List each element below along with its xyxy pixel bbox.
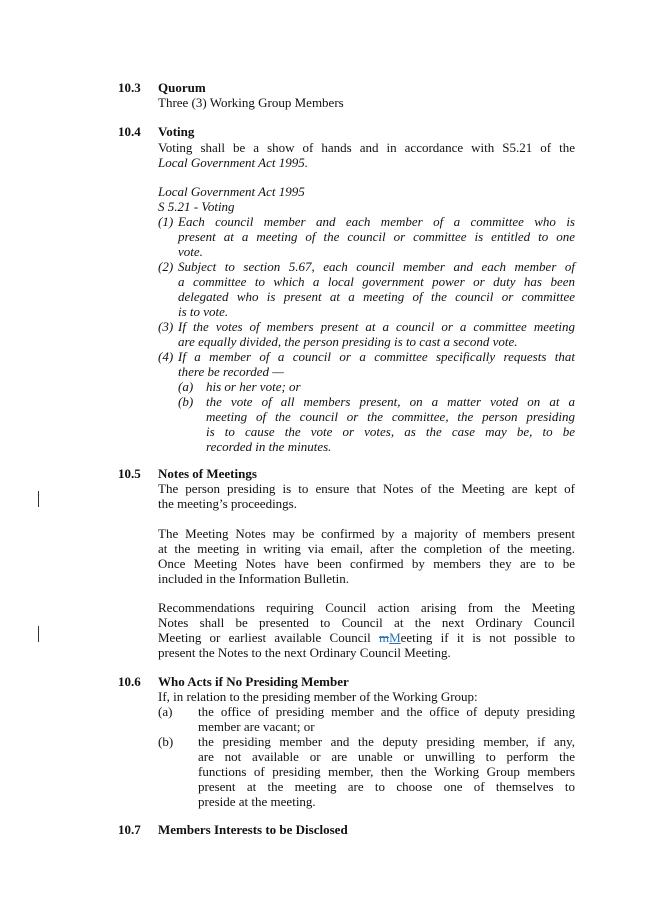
clause-line: Subject to section 5.67, each council member and each member of: [178, 259, 575, 274]
notes-para3-line: Recommendations requiring Council action arising from the Meeting: [158, 600, 575, 615]
section-title: Quorum: [158, 80, 206, 95]
quorum-text: Three (3) Working Group Members: [158, 95, 344, 110]
item-line: functions of presiding member, then the Working Group members: [198, 764, 575, 779]
tracked-deletion: m: [378, 630, 390, 645]
notes-para3-line: [158, 630, 575, 645]
voting-text-line: Local Government Act 1995.: [158, 155, 308, 170]
item-line: the office of presiding member and the office of deputy presiding: [198, 704, 575, 719]
subclause-line: is to cause the vote or votes, as the case may be, to be: [206, 424, 575, 439]
notes-para1-line: the meeting’s proceedings.: [158, 496, 297, 511]
notes-para2-line: included in the Information Bulletin.: [158, 571, 349, 586]
voting-text-line: Voting shall be a show of hands and in accordance with S5.21 of the: [158, 140, 575, 155]
notes-para2-line: The Meeting Notes may be confirmed by a majority of members present: [158, 526, 575, 541]
section-title: Who Acts if No Presiding Member: [158, 674, 349, 689]
item-line: present at the meeting are to choose one of themselves to: [198, 779, 575, 794]
section-number: 10.7: [118, 822, 141, 837]
text-run: Meeting or earliest available Council: [158, 630, 379, 645]
revision-bar: [38, 491, 39, 507]
item-line: the presiding member and the deputy presiding member, if any,: [198, 734, 575, 749]
item-line: are not available or are unable or unwilling to perform the: [198, 749, 575, 764]
section-number: 10.4: [118, 124, 141, 139]
clause-line: If the votes of members present at a council or a committee meeting: [178, 319, 575, 334]
clause-line: there be recorded —: [178, 364, 284, 379]
notes-para3-line: Notes shall be presented to Council at the next Ordinary Council: [158, 615, 575, 630]
clause-line: a committee to which a local government power or duty has been: [178, 274, 575, 289]
item-marker: (b): [158, 734, 174, 749]
item-line: preside at the meeting.: [198, 794, 316, 809]
subclause-marker: (a): [178, 379, 194, 394]
clause-line: delegated who is present at a meeting of the council or committee: [178, 289, 575, 304]
text-run: eeting if it is not possible to: [400, 630, 575, 645]
clause-line: If a member of a council or a committee specifically requests that: [178, 349, 575, 364]
subclause-line: his or her vote; or: [206, 379, 301, 394]
clause-line: are equally divided, the person presiding is to cast a second vote.: [178, 334, 518, 349]
subclause-line: the vote of all members present, on a matter voted on at a: [206, 394, 575, 409]
section-number: 10.5: [118, 466, 141, 481]
revision-bar: [38, 626, 39, 642]
section-number: 10.6: [118, 674, 141, 689]
notes-para3-line: present the Notes to the next Ordinary Council Meeting.: [158, 645, 451, 660]
subclause-line: recorded in the minutes.: [206, 439, 332, 454]
clause-marker: (2): [158, 259, 174, 274]
clause-marker: (4): [158, 349, 174, 364]
presiding-intro: If, in relation to the presiding member of the Working Group:: [158, 689, 478, 704]
clause-marker: (3): [158, 319, 174, 334]
clause-line: present at a meeting of the council or committee is entitled to one: [178, 229, 575, 244]
section-title: Members Interests to be Disclosed: [158, 822, 348, 837]
notes-para1-line: The person presiding is to ensure that Notes of the Meeting are kept of: [158, 481, 575, 496]
clause-line: Each council member and each member of a committee who is: [178, 214, 575, 229]
notes-para2-line: Once Meeting Notes have been confirmed by members they are to be: [158, 556, 575, 571]
section-number: 10.3: [118, 80, 141, 95]
tracked-insertion: M: [389, 630, 401, 645]
clause-line: is to vote.: [178, 304, 229, 319]
act-title: Local Government Act 1995: [158, 184, 305, 199]
item-marker: (a): [158, 704, 173, 719]
subclause-marker: (b): [178, 394, 194, 409]
item-line: member are vacant; or: [198, 719, 315, 734]
clause-line: vote.: [178, 244, 203, 259]
notes-para2-line: at the meeting in writing via email, after the completion of the meeting.: [158, 541, 575, 556]
section-title: Voting: [158, 124, 195, 139]
subclause-line: meeting of the council or the committee, the person presiding: [206, 409, 575, 424]
section-title: Notes of Meetings: [158, 466, 257, 481]
act-section: S 5.21 - Voting: [158, 199, 235, 214]
clause-marker: (1): [158, 214, 174, 229]
